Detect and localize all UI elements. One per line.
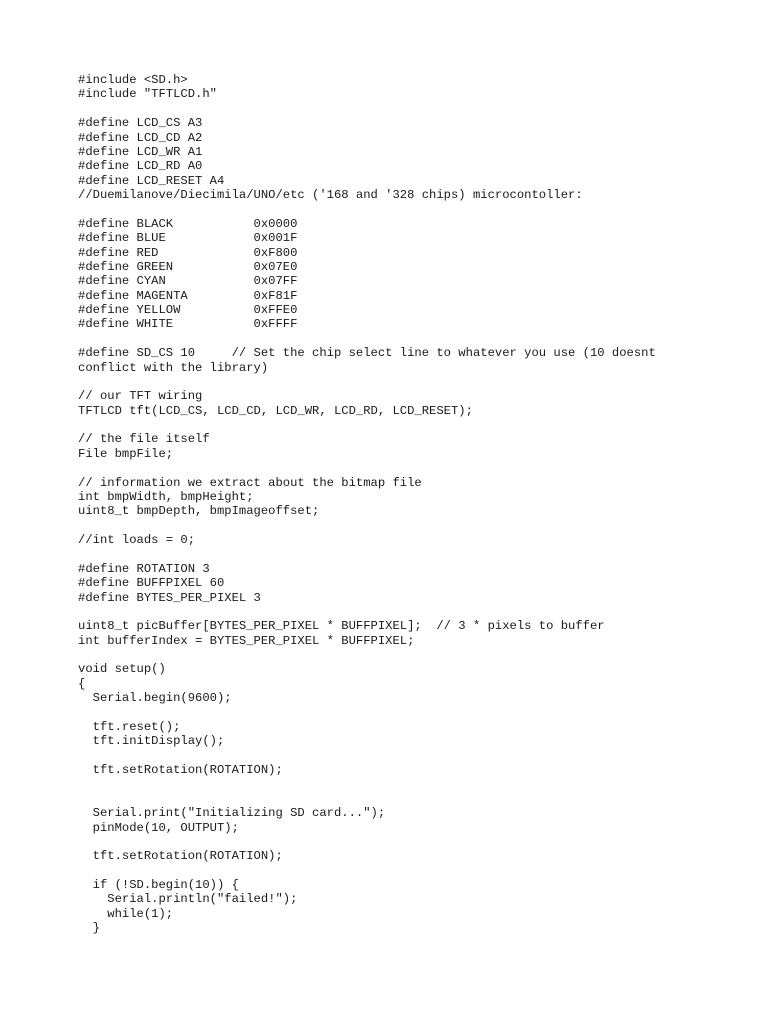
code-listing: [78, 73, 738, 936]
code-line: [78, 706, 738, 720]
code-line: #define BLACK 0x0000: [78, 216, 298, 231]
code-line: #define WHITE 0xFFFF: [78, 317, 298, 332]
code-line: {: [78, 676, 86, 691]
code-line: uint8_t picBuffer[BYTES_PER_PIXEL * BUFFPIXEL]; // 3 * pixels to buffer: [78, 619, 605, 634]
code-line: // information we extract about the bitmap file: [78, 475, 422, 490]
code-line: void setup(): [78, 662, 166, 677]
code-line: Serial.print("Initializing SD card...");: [78, 806, 386, 821]
code-line: tft.reset();: [78, 719, 181, 734]
code-line: #define LCD_RD A0: [78, 159, 203, 174]
code-line: #define MAGENTA 0xF81F: [78, 288, 298, 303]
code-line: uint8_t bmpDepth, bmpImageoffset;: [78, 504, 320, 519]
code-line: [78, 605, 738, 619]
code-line: #define BUFFPIXEL 60: [78, 576, 225, 591]
code-line: [78, 202, 738, 216]
code-line: conflict with the library): [78, 360, 269, 375]
code-line: #define GREEN 0x07E0: [78, 259, 298, 274]
code-line: }: [78, 921, 100, 936]
code-line: [78, 332, 738, 346]
code-line: #define LCD_RESET A4: [78, 173, 225, 188]
code-line: [78, 519, 738, 533]
code-line: [78, 835, 738, 849]
code-line: [78, 792, 738, 806]
code-line: tft.setRotation(ROTATION);: [78, 849, 283, 864]
code-line: #define CYAN 0x07FF: [78, 274, 298, 289]
code-line: Serial.begin(9600);: [78, 691, 232, 706]
code-line: [78, 648, 738, 662]
code-line: // our TFT wiring: [78, 389, 203, 404]
code-line: [78, 102, 738, 116]
code-line: [78, 375, 738, 389]
code-line: #define BYTES_PER_PIXEL 3: [78, 590, 261, 605]
code-line: //int loads = 0;: [78, 533, 196, 547]
code-line: #include <SD.h>: [78, 73, 188, 87]
code-line: #define YELLOW 0xFFE0: [78, 303, 298, 317]
code-line: [78, 777, 738, 791]
code-line: [78, 547, 738, 561]
code-line: if (!SD.begin(10)) {: [78, 878, 239, 892]
code-line: tft.initDisplay();: [78, 734, 225, 749]
code-line: #define LCD_CD A2: [78, 130, 203, 145]
code-line: #define LCD_WR A1: [78, 144, 203, 159]
code-line: pinMode(10, OUTPUT);: [78, 820, 239, 835]
code-line: #define RED 0xF800: [78, 245, 298, 260]
code-line: TFTLCD tft(LCD_CS, LCD_CD, LCD_WR, LCD_RD, LCD_RESET);: [78, 403, 473, 418]
code-line: File bmpFile;: [78, 446, 174, 461]
code-line: int bufferIndex = BYTES_PER_PIXEL * BUFFPIXEL;: [78, 633, 415, 648]
code-line: int bmpWidth, bmpHeight;: [78, 489, 254, 504]
code-line: #define SD_CS 10 // Set the chip select line to whatever you use (10 doesnt: [78, 346, 656, 361]
code-line: while(1);: [78, 906, 174, 921]
code-line: [78, 749, 738, 763]
code-line: [78, 864, 738, 878]
code-line: Serial.println("failed!");: [78, 892, 298, 907]
code-line: #include "TFTLCD.h": [78, 87, 217, 102]
code-line: tft.setRotation(ROTATION);: [78, 763, 283, 777]
code-line: #define ROTATION 3: [78, 561, 210, 576]
code-line: #define BLUE 0x001F: [78, 231, 298, 246]
code-line: #define LCD_CS A3: [78, 116, 203, 131]
code-line: //Duemilanove/Diecimila/UNO/etc ('168 and '328 chips) microcontoller:: [78, 188, 583, 202]
code-line: [78, 418, 738, 432]
code-line: [78, 461, 738, 475]
code-line: // the file itself: [78, 432, 210, 447]
